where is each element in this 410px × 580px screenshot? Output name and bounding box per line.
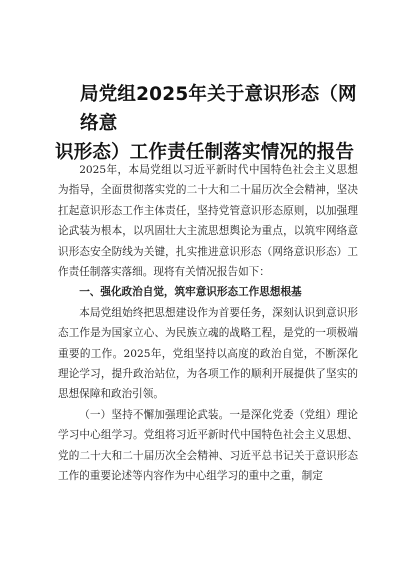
title-line-1: 局党组2025年关于意识形态（网络意	[80, 84, 357, 134]
body-paragraph-3: （一）坚持不懈加强理论武装。一是深化党委（党组）理论学习中心组学习。党组将习近平新时代中国特色社会主义思想、党的二十大和二十届历次全会精神、习近平总书记关于意识形态工作的重要论述等内容作为中心组学习的重中之重，制定	[58, 408, 358, 483]
intro-paragraph: 2025年，本局党组以习近平新时代中国特色社会主义思想为指导，全面贯彻落实党的二十大和二十届历次全会精神，坚决扛起意识形态工作主体责任，坚持党管意识形态原则，以加强理论武装为根本，以巩固壮大主流思想舆论为重点，以筑牢网络意识形态安全防线为关键，扎实推进意识形态（网络意识形态）工作责任制落实落细。现将有关情况报告如下：	[58, 164, 358, 279]
document-title	[55, 80, 365, 167]
section-heading-1: 一、强化政治自觉，筑牢意识形态工作思想根基	[79, 286, 302, 299]
title-line-2: 识形态）工作责任制落实情况的报告	[55, 142, 355, 163]
document-body	[58, 160, 358, 487]
body-paragraph-2: 本局党组始终把思想建设作为首要任务，深刻认识到意识形态工作是为国家立心、为民族立魂的战略工程，是党的一项极端重要的工作。2025年，党组坚持以高度的政治自觉，不断深化理论学习，提升政治站位，为各项工作的顺利开展提供了坚实的思想保障和政治引领。	[58, 306, 358, 401]
